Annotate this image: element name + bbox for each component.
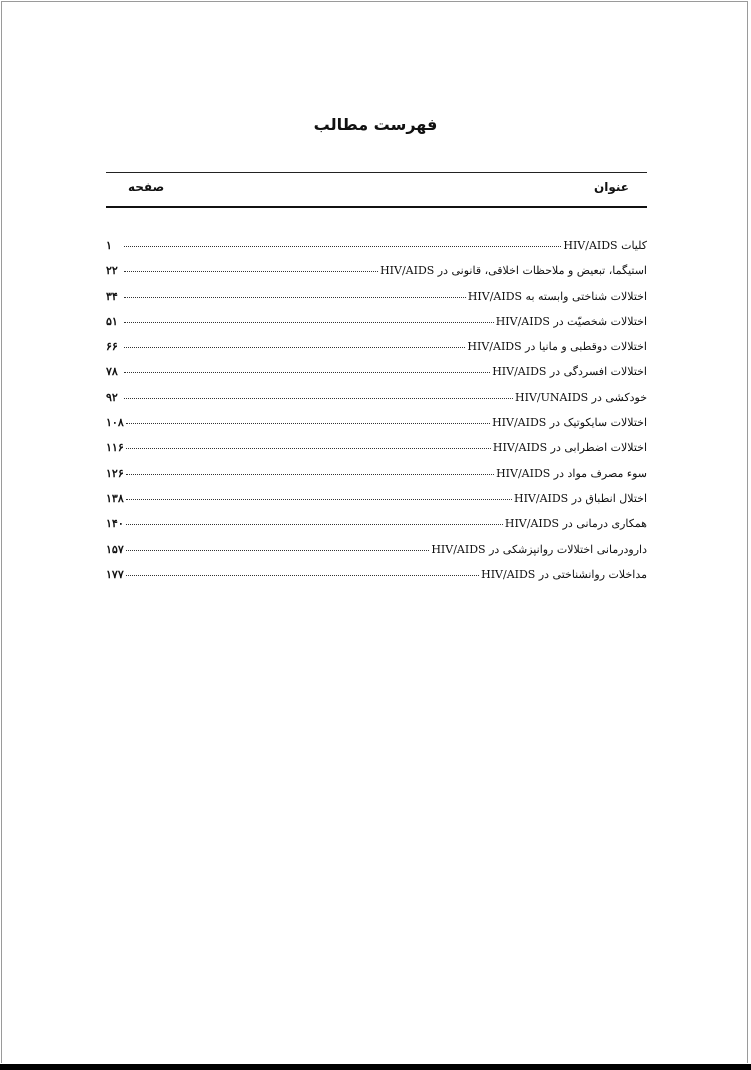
toc-row[interactable] — [106, 492, 647, 517]
toc-row[interactable] — [106, 365, 647, 390]
toc-entry-page: ۵۱ — [106, 314, 118, 328]
toc-entry-page: ۷۸ — [106, 365, 118, 379]
toc-entry-title[interactable]: اختلالات شناختی وابسته به HIV/AIDS — [467, 289, 647, 303]
table-of-contents — [106, 239, 647, 593]
leader-dots — [124, 397, 513, 399]
header-rule-bottom — [106, 206, 647, 208]
toc-row[interactable] — [106, 340, 647, 365]
toc-row[interactable] — [106, 315, 647, 340]
toc-entry-title[interactable]: دارودرمانی اختلالات روانپزشکی در HIV/AIDS — [431, 542, 647, 556]
toc-row[interactable] — [106, 391, 647, 416]
toc-entry-title[interactable]: اختلالات افسردگی در HIV/AIDS — [492, 365, 647, 379]
leader-dots — [124, 245, 561, 247]
toc-row[interactable] — [106, 239, 647, 264]
column-header-page: صفحه — [128, 180, 165, 194]
toc-entry-page: ۱۰۸ — [106, 416, 124, 430]
toc-entry-page: ۳۴ — [106, 289, 118, 303]
leader-dots — [126, 447, 491, 449]
toc-entry-title[interactable]: اختلالات شخصیّت در HIV/AIDS — [495, 314, 647, 328]
column-header-title: عنوان — [594, 180, 629, 194]
toc-entry-page: ۱۷۷ — [106, 567, 124, 581]
leader-dots — [126, 473, 494, 475]
toc-row[interactable] — [106, 568, 647, 593]
toc-entry-title[interactable]: استیگما، تبعیض و ملاحظات اخلاقی، قانونی در HIV/AIDS — [380, 264, 647, 278]
toc-entry-page: ۶۶ — [106, 340, 118, 354]
leader-dots — [126, 574, 479, 576]
leader-dots — [124, 321, 494, 323]
leader-dots — [126, 523, 503, 525]
toc-row[interactable] — [106, 441, 647, 466]
toc-entry-title[interactable]: اختلالات سایکوتیک در HIV/AIDS — [492, 416, 647, 430]
toc-row[interactable] — [106, 517, 647, 542]
toc-entry-title[interactable]: اختلالات دوقطبی و مانیا در HIV/AIDS — [467, 340, 647, 354]
toc-entry-page: ۱ — [106, 239, 112, 252]
toc-entry-title[interactable]: همکاری درمانی در HIV/AIDS — [504, 517, 647, 531]
leader-dots — [124, 371, 490, 373]
toc-row[interactable] — [106, 416, 647, 441]
toc-row[interactable] — [106, 543, 647, 568]
toc-entry-title[interactable]: سوء مصرف مواد در HIV/AIDS — [496, 466, 647, 480]
page-bottom-edge — [0, 1064, 751, 1070]
toc-entry-page: ۱۱۶ — [106, 441, 124, 455]
leader-dots — [124, 270, 378, 272]
leader-dots — [126, 549, 430, 551]
toc-row[interactable] — [106, 264, 647, 289]
toc-entry-title[interactable]: کلیات HIV/AIDS — [563, 239, 647, 252]
toc-entry-page: ۱۲۶ — [106, 466, 124, 480]
toc-entry-page: ۱۴۰ — [106, 517, 124, 531]
toc-row[interactable] — [106, 467, 647, 492]
toc-entry-title[interactable]: اختلال انطباق در HIV/AIDS — [513, 491, 647, 505]
toc-entry-page: ۱۵۷ — [106, 542, 124, 556]
toc-entry-page: ۲۲ — [106, 264, 118, 278]
toc-entry-title[interactable]: مداخلات روانشناختی در HIV/AIDS — [481, 567, 647, 581]
toc-entry-title[interactable]: اختلالات اضطرابی در HIV/AIDS — [492, 441, 647, 455]
toc-entry-page: ۹۲ — [106, 390, 118, 404]
toc-entry-page: ۱۳۸ — [106, 491, 124, 505]
leader-dots — [126, 422, 490, 424]
leader-dots — [124, 346, 465, 348]
toc-entry-title[interactable]: خودکشی در HIV/UNAIDS — [515, 390, 647, 404]
page-title: فهرست مطالب — [313, 115, 438, 134]
header-rule-top — [106, 172, 647, 173]
leader-dots — [126, 498, 512, 500]
toc-row[interactable] — [106, 290, 647, 315]
leader-dots — [124, 296, 466, 298]
